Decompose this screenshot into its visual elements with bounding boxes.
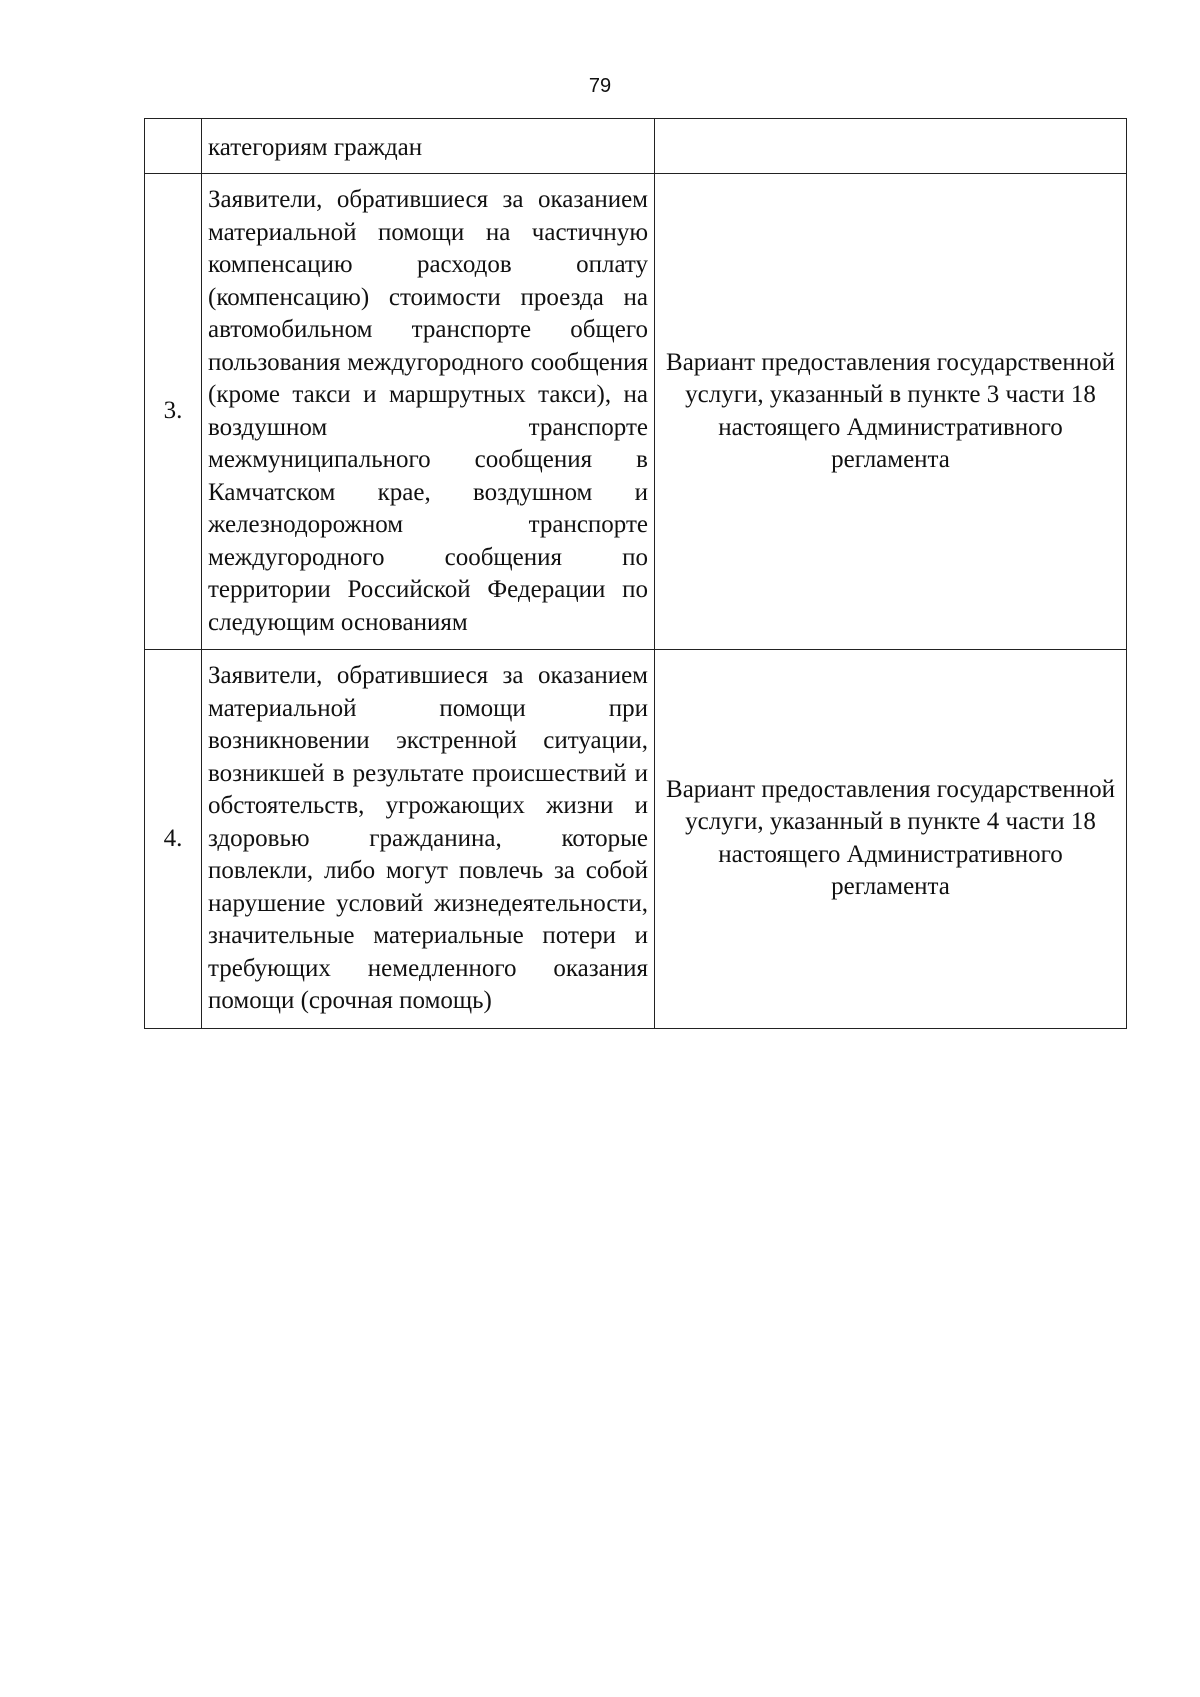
- row-number-cell: 4.: [145, 650, 202, 1029]
- row-number-cell: 3.: [145, 174, 202, 650]
- table-row: [145, 650, 1127, 1029]
- page-number: 79: [588, 75, 612, 97]
- table-row: [145, 119, 1127, 174]
- applicant-description-cell: Заявители, обратившиеся за оказанием материальной помощи при возникновении экстренной ситуации, возникшей в результате происшествий и обстоятельств, угрожающих жизни и здоровью гражданина, которые повлекли, либо могут повлечь за собой нарушение условий жизнедеятельности, значительные материальные потери и требующих немедленного оказания помощи (срочная помощь): [202, 650, 655, 1029]
- applicant-description-cell: категориям граждан: [202, 119, 655, 174]
- row-number-cell: [145, 119, 202, 174]
- applicant-description-cell: Заявители, обратившиеся за оказанием материальной помощи на частичную компенсацию расходов оплату (компенсацию) стоимости проезда на автомобильном транспорте общего пользования междугородного сообщения (кроме такси и маршрутных такси), на воздушном транспорте межмуниципального сообщения в Камчатском крае, воздушном и железнодорожном транспорте междугородного сообщения по территории Российской Федерации по следующим основаниям: [202, 174, 655, 650]
- service-variant-cell: Вариант предоставления государственной услуги, указанный в пункте 3 части 18 настоящего Административного регламента: [655, 174, 1127, 650]
- table-row: [145, 174, 1127, 650]
- service-variant-cell: [655, 119, 1127, 174]
- document-table: [144, 118, 1127, 1029]
- service-variant-cell: Вариант предоставления государственной услуги, указанный в пункте 4 части 18 настоящего Административного регламента: [655, 650, 1127, 1029]
